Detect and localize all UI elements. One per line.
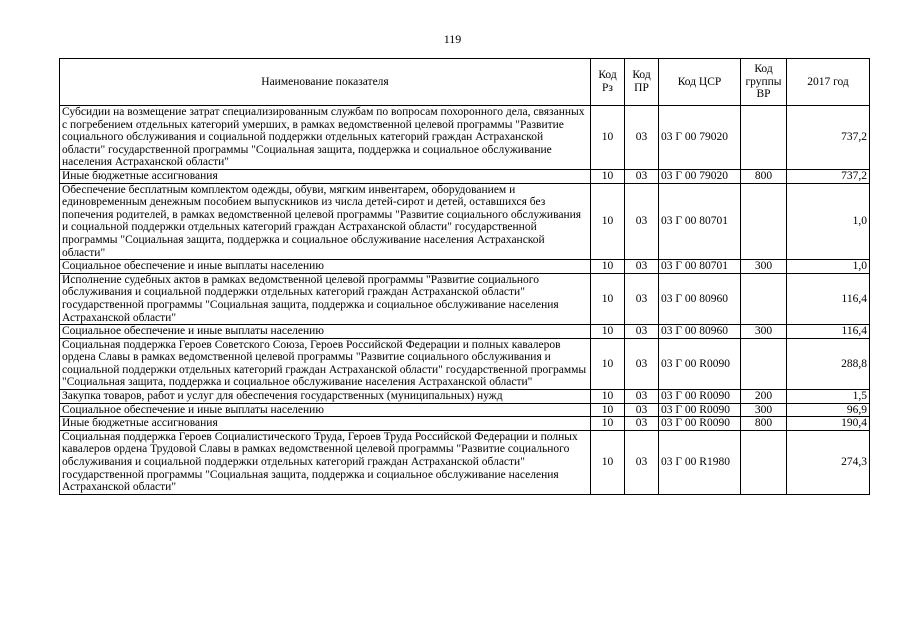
header-rz: Код Рз	[591, 59, 625, 106]
table-row	[60, 430, 870, 494]
row-csr: 03 Г 00 79020	[659, 169, 741, 183]
row-pr: 03	[625, 430, 659, 494]
table-header-row	[60, 59, 870, 106]
header-vr: Код группы ВР	[741, 59, 787, 106]
row-pr: 03	[625, 169, 659, 183]
row-amount: 96,9	[787, 403, 870, 417]
row-csr: 03 Г 00 R0090	[659, 390, 741, 404]
row-pr: 03	[625, 417, 659, 431]
row-csr: 03 Г 00 80960	[659, 325, 741, 339]
table-row	[60, 403, 870, 417]
row-name: Социальная поддержка Героев Советского Союза, Героев Российской Федерации и полных кавалеров ордена Славы в рамках ведомственной целевой программы "Развитие социального обслуживания и социальной поддержки отдельных категорий граждан Астраханской области" государственной программы "Социальная защита, поддержка и социальное обслуживание населения Астраханской области"	[60, 338, 591, 389]
row-rz: 10	[591, 417, 625, 431]
row-pr: 03	[625, 403, 659, 417]
table-row	[60, 338, 870, 389]
row-name: Иные бюджетные ассигнования	[60, 417, 591, 431]
page-number: 119	[443, 32, 462, 46]
row-amount: 288,8	[787, 338, 870, 389]
header-name: Наименование показателя	[60, 59, 591, 106]
table-row	[60, 273, 870, 324]
row-vr: 300	[741, 325, 787, 339]
table-row	[60, 417, 870, 431]
row-amount: 116,4	[787, 325, 870, 339]
table-row	[60, 106, 870, 170]
row-vr: 300	[741, 260, 787, 274]
header-pr: Код ПР	[625, 59, 659, 106]
table-row	[60, 169, 870, 183]
row-rz: 10	[591, 106, 625, 170]
row-rz: 10	[591, 338, 625, 389]
row-amount: 737,2	[787, 106, 870, 170]
row-amount: 1,0	[787, 260, 870, 274]
row-csr: 03 Г 00 79020	[659, 106, 741, 170]
row-pr: 03	[625, 390, 659, 404]
row-name: Иные бюджетные ассигнования	[60, 169, 591, 183]
row-vr: 800	[741, 169, 787, 183]
header-csr: Код ЦСР	[659, 59, 741, 106]
row-amount: 190,4	[787, 417, 870, 431]
row-rz: 10	[591, 169, 625, 183]
row-vr	[741, 338, 787, 389]
row-pr: 03	[625, 183, 659, 260]
row-amount: 274,3	[787, 430, 870, 494]
row-pr: 03	[625, 106, 659, 170]
row-csr: 03 Г 00 80701	[659, 260, 741, 274]
row-rz: 10	[591, 183, 625, 260]
row-amount: 737,2	[787, 169, 870, 183]
row-rz: 10	[591, 390, 625, 404]
row-name: Социальное обеспечение и иные выплаты населению	[60, 403, 591, 417]
budget-table	[59, 58, 870, 495]
row-pr: 03	[625, 325, 659, 339]
row-pr: 03	[625, 260, 659, 274]
row-rz: 10	[591, 430, 625, 494]
row-rz: 10	[591, 260, 625, 274]
row-name: Социальное обеспечение и иные выплаты населению	[60, 325, 591, 339]
row-name: Социальная поддержка Героев Социалистического Труда, Героев Труда Российской Федерации и полных кавалеров ордена Трудовой Славы в рамках ведомственной целевой программы "Развитие социального обслуживания и социальной поддержки отдельных категорий граждан Астраханской области" государственной программы "Социальная защита, поддержка и социальное обслуживание населения Астраханской области"	[60, 430, 591, 494]
row-vr	[741, 430, 787, 494]
row-rz: 10	[591, 325, 625, 339]
table-row	[60, 390, 870, 404]
row-vr	[741, 183, 787, 260]
row-csr: 03 Г 00 80960	[659, 273, 741, 324]
row-vr	[741, 106, 787, 170]
row-vr: 200	[741, 390, 787, 404]
row-name: Обеспечение бесплатным комплектом одежды, обуви, мягким инвентарем, оборудованием и единовременным денежным пособием выпускников из числа детей-сирот и детей, оставшихся без попечения родителей, в рамках ведомственной целевой программы "Развитие социального обслуживания и социальной поддержки отдельных категорий граждан Астраханской области" государственной программы "Социальная защита, поддержка и социальное обслуживание населения Астраханской области"	[60, 183, 591, 260]
table-row	[60, 183, 870, 260]
row-vr	[741, 273, 787, 324]
row-csr: 03 Г 00 80701	[659, 183, 741, 260]
row-csr: 03 Г 00 R0090	[659, 417, 741, 431]
row-csr: 03 Г 00 R0090	[659, 338, 741, 389]
row-rz: 10	[591, 273, 625, 324]
row-name: Закупка товаров, работ и услуг для обеспечения государственных (муниципальных) нужд	[60, 390, 591, 404]
row-pr: 03	[625, 273, 659, 324]
row-csr: 03 Г 00 R1980	[659, 430, 741, 494]
row-amount: 1,0	[787, 183, 870, 260]
row-rz: 10	[591, 403, 625, 417]
row-pr: 03	[625, 338, 659, 389]
row-amount: 116,4	[787, 273, 870, 324]
row-name: Субсидии на возмещение затрат специализированным службам по вопросам похоронного дела, связанных с погребением отдельных категорий умерших, в рамках ведомственной целевой программы "Развитие социального обслуживания и социальной поддержки отдельных категорий граждан Астраханской области" государственной программы "Социальная защита, поддержка и социальное обслуживание населения Астраханской области"	[60, 106, 591, 170]
row-csr: 03 Г 00 R0090	[659, 403, 741, 417]
header-year: 2017 год	[787, 59, 870, 106]
row-vr: 300	[741, 403, 787, 417]
row-vr: 800	[741, 417, 787, 431]
table-row	[60, 325, 870, 339]
row-name: Социальное обеспечение и иные выплаты населению	[60, 260, 591, 274]
row-amount: 1,5	[787, 390, 870, 404]
table-row	[60, 260, 870, 274]
row-name: Исполнение судебных актов в рамках ведомственной целевой программы "Развитие социального обслуживания и социальной поддержки отдельных категорий граждан Астраханской области" государственной программы "Социальная защита, поддержка и социальное обслуживание населения Астраханской области"	[60, 273, 591, 324]
